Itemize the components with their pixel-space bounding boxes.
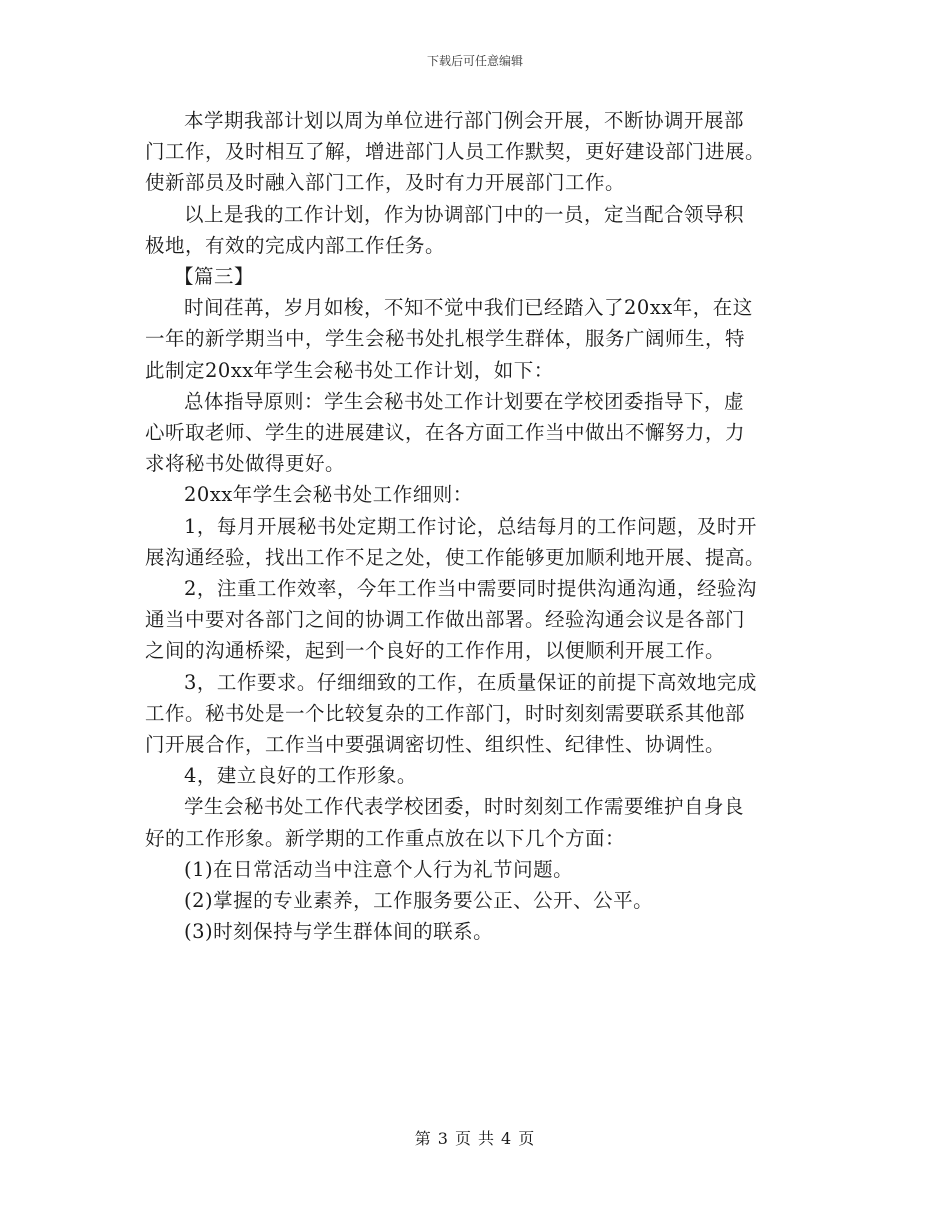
paragraph — [145, 386, 810, 480]
text-line: 2，注重工作效率，今年工作当中需要同时提供沟通沟通，经验沟 — [184, 577, 757, 601]
list-item — [145, 854, 810, 885]
footer-label-total-unit: 页 — [518, 1129, 536, 1148]
text-line: 3，工作要求。仔细细致的工作，在质量保证的前提下高效地完成 — [184, 670, 757, 694]
text-line: 20xx年学生会秘书处工作细则： — [184, 483, 473, 507]
list-item — [145, 916, 810, 947]
text-line: 1，每月开展秘书处定期工作讨论，总结每月的工作问题，及时开 — [184, 514, 757, 538]
text-line: 好的工作形象。新学期的工作重点放在以下几个方面： — [145, 826, 626, 850]
paragraph — [145, 573, 810, 667]
paragraph — [145, 667, 810, 761]
page-header: 下载后可任意编辑 — [426, 54, 523, 68]
text-line: (1)在日常活动当中注意个人行为礼节问题。 — [184, 857, 574, 881]
paragraph — [145, 292, 810, 386]
text-line: 以上是我的工作计划，作为协调部门中的一员，定当配合领导积 — [184, 202, 745, 226]
text-line: 工作。秘书处是一个比较复杂的工作部门，时时刻刻需要联系其他部 — [145, 701, 746, 725]
list-item — [145, 885, 810, 916]
text-line: 使新部员及时融入部门工作，及时有力开展部门工作。 — [145, 171, 626, 195]
text-line: (3)时刻保持与学生群体间的联系。 — [184, 920, 494, 944]
paragraph — [145, 105, 810, 199]
current-page-number: 3 — [437, 1129, 449, 1148]
text-line: 4，建立良好的工作形象。 — [184, 764, 417, 788]
text-line: 本学期我部计划以周为单位进行部门例会开展，不断协调开展部 — [184, 109, 745, 132]
text-line: 此制定20xx年学生会秘书处工作计划，如下： — [145, 358, 554, 382]
text-line: 展沟通经验，找出工作不足之处，使工作能够更加顺利地开展、提高。 — [145, 545, 766, 569]
footer-label-total: 共 — [478, 1129, 496, 1148]
text-line: 总体指导原则：学生会秘书处工作计划要在学校团委指导下，虚 — [184, 389, 745, 413]
text-line: 门工作，及时相互了解，增进部门人员工作默契，更好建设部门进展。 — [145, 140, 766, 164]
text-line: 【篇三】 — [174, 265, 255, 289]
text-line: 门开展合作，工作当中要强调密切性、组织性、纪律性、协调性。 — [145, 733, 726, 757]
text-line: 一年的新学期当中，学生会秘书处扎根学生群体，服务广阔师生，特 — [145, 327, 746, 351]
text-line: (2)掌握的专业素养，工作服务要公正、公开、公平。 — [184, 889, 654, 913]
text-line: 心听取老师、学生的进展建议，在各方面工作当中做出不懈努力，力 — [145, 421, 746, 445]
paragraph — [145, 199, 810, 261]
text-line: 通当中要对各部门之间的协调工作做出部署。经验沟通会议是各部门 — [145, 608, 746, 632]
paragraph — [145, 479, 810, 510]
section-heading — [145, 261, 810, 292]
document-body — [145, 105, 810, 947]
paragraph — [145, 791, 810, 853]
footer-label-page: 第 — [414, 1129, 432, 1148]
text-line: 极地，有效的完成内部工作任务。 — [145, 233, 446, 257]
text-line: 时间荏苒，岁月如梭，不知不觉中我们已经踏入了20xx年，在这 — [184, 296, 753, 320]
page-footer — [0, 1126, 950, 1149]
total-pages-number: 4 — [501, 1129, 513, 1148]
text-line: 学生会秘书处工作代表学校团委，时时刻刻工作需要维护自身良 — [184, 795, 745, 819]
paragraph — [145, 760, 810, 791]
paragraph — [145, 511, 810, 573]
text-line: 之间的沟通桥梁，起到一个良好的工作作用，以便顺利开展工作。 — [145, 639, 726, 663]
footer-label-page-unit: 页 — [454, 1129, 472, 1148]
text-line: 求将秘书处做得更好。 — [145, 452, 346, 476]
